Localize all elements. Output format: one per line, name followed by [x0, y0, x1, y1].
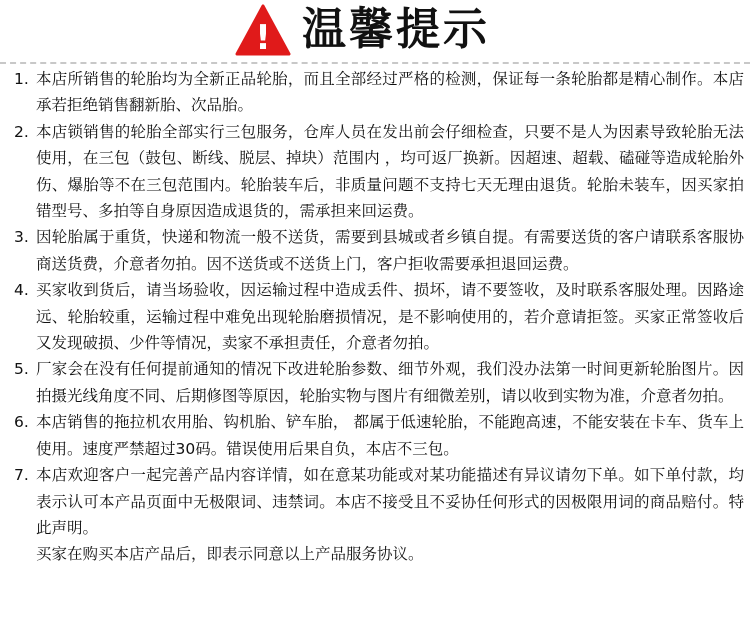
notice-item-1 — [0, 66, 750, 119]
notice-item-text: 买家收到货后，请当场验收，因运输过程中造成丢件、损坏，请不要签收，及时联系客服处理。因路途远、轮胎较重，运输过程中难免出现轮胎磨损情况，是不影响使用的，若介意请拒签。买家正常签收后又发现破损、少件等情况，卖家不承担责任，介意者勿拍。 — [36, 281, 744, 353]
notice-item-number: 2. — [14, 122, 29, 141]
notice-item-text: 因轮胎属于重货，快递和物流一般不送货，需要到县城或者乡镇自提。有需要送货的客户请联系客服协商送货费，介意者勿拍。因不送货或不送货上门，客户拒收需要承担退回运费。 — [36, 228, 744, 273]
notice-item-number: 5. — [14, 360, 29, 379]
notice-item-number: 6. — [14, 413, 29, 432]
warning-mark: ! — [255, 18, 271, 56]
notice-item-7 — [0, 462, 750, 541]
page-title: 温馨提示 — [302, 4, 490, 55]
notice-item-4 — [0, 277, 750, 356]
notice-item-6 — [0, 409, 750, 462]
notice-item-number: 7. — [14, 466, 29, 485]
notice-item-5 — [0, 356, 750, 409]
notice-item-3 — [0, 224, 750, 277]
notice-item-text: 厂家会在没有任何提前通知的情况下改进轮胎参数、细节外观，我们没办法第一时间更新轮胎图片。因拍摄光线角度不同、后期修图等原因，轮胎实物与图片有细微差别，请以收到实物为准，介意者勿拍。 — [36, 360, 744, 405]
notice-item-number: 1. — [14, 70, 29, 88]
notice-list — [0, 66, 750, 568]
notice-item-number: 4. — [14, 281, 29, 300]
notice-item-text: 本店欢迎客户一起完善产品内容详情，如在意某功能或对某功能描述有异议请勿下单。如下单付款，均表示认可本产品页面中无极限词、违禁词。本店不接受且不妥协任何形式的因极限用词的商品赔付。特此声明。 — [36, 466, 744, 537]
closing-statement: 买家在购买本店产品后，即表示同意以上产品服务协议。 — [36, 545, 424, 564]
notice-item-text: 本店所销售的轮胎均为全新正品轮胎，而且全部经过严格的检测，保证每一条轮胎都是精心制作。本店承若拒绝销售翻新胎、次品胎。 — [36, 70, 744, 115]
header-divider — [0, 62, 750, 64]
notice-item-2 — [0, 119, 750, 225]
notice-item-text: 本店锁销售的轮胎全部实行三包服务，仓库人员在发出前会仔细检查，只要不是人为因素导致轮胎无法使用，在三包（鼓包、断线、脱层、掉块）范围内 ，均可返厂换新。因超速、超载、磕碰等造成轮胎外伤、爆胎等不在三包范围内。轮胎装车后，非质量问题不支持七天无理由退货。轮胎未装车，因买家拍错型号、多拍等自身原因造成退货的，需承担来回运费。 — [36, 122, 744, 221]
notice-header — [0, 0, 750, 64]
notice-item-number: 3. — [14, 228, 29, 247]
notice-item-text: 本店销售的拖拉机农用胎、钩机胎、铲车胎， 都属于低速轮胎，不能跑高速，不能安装在卡车、货车上使用。速度严禁超过30码。错误使用后果自负，本店不三包。 — [36, 413, 744, 458]
warning-triangle-icon — [235, 4, 291, 56]
